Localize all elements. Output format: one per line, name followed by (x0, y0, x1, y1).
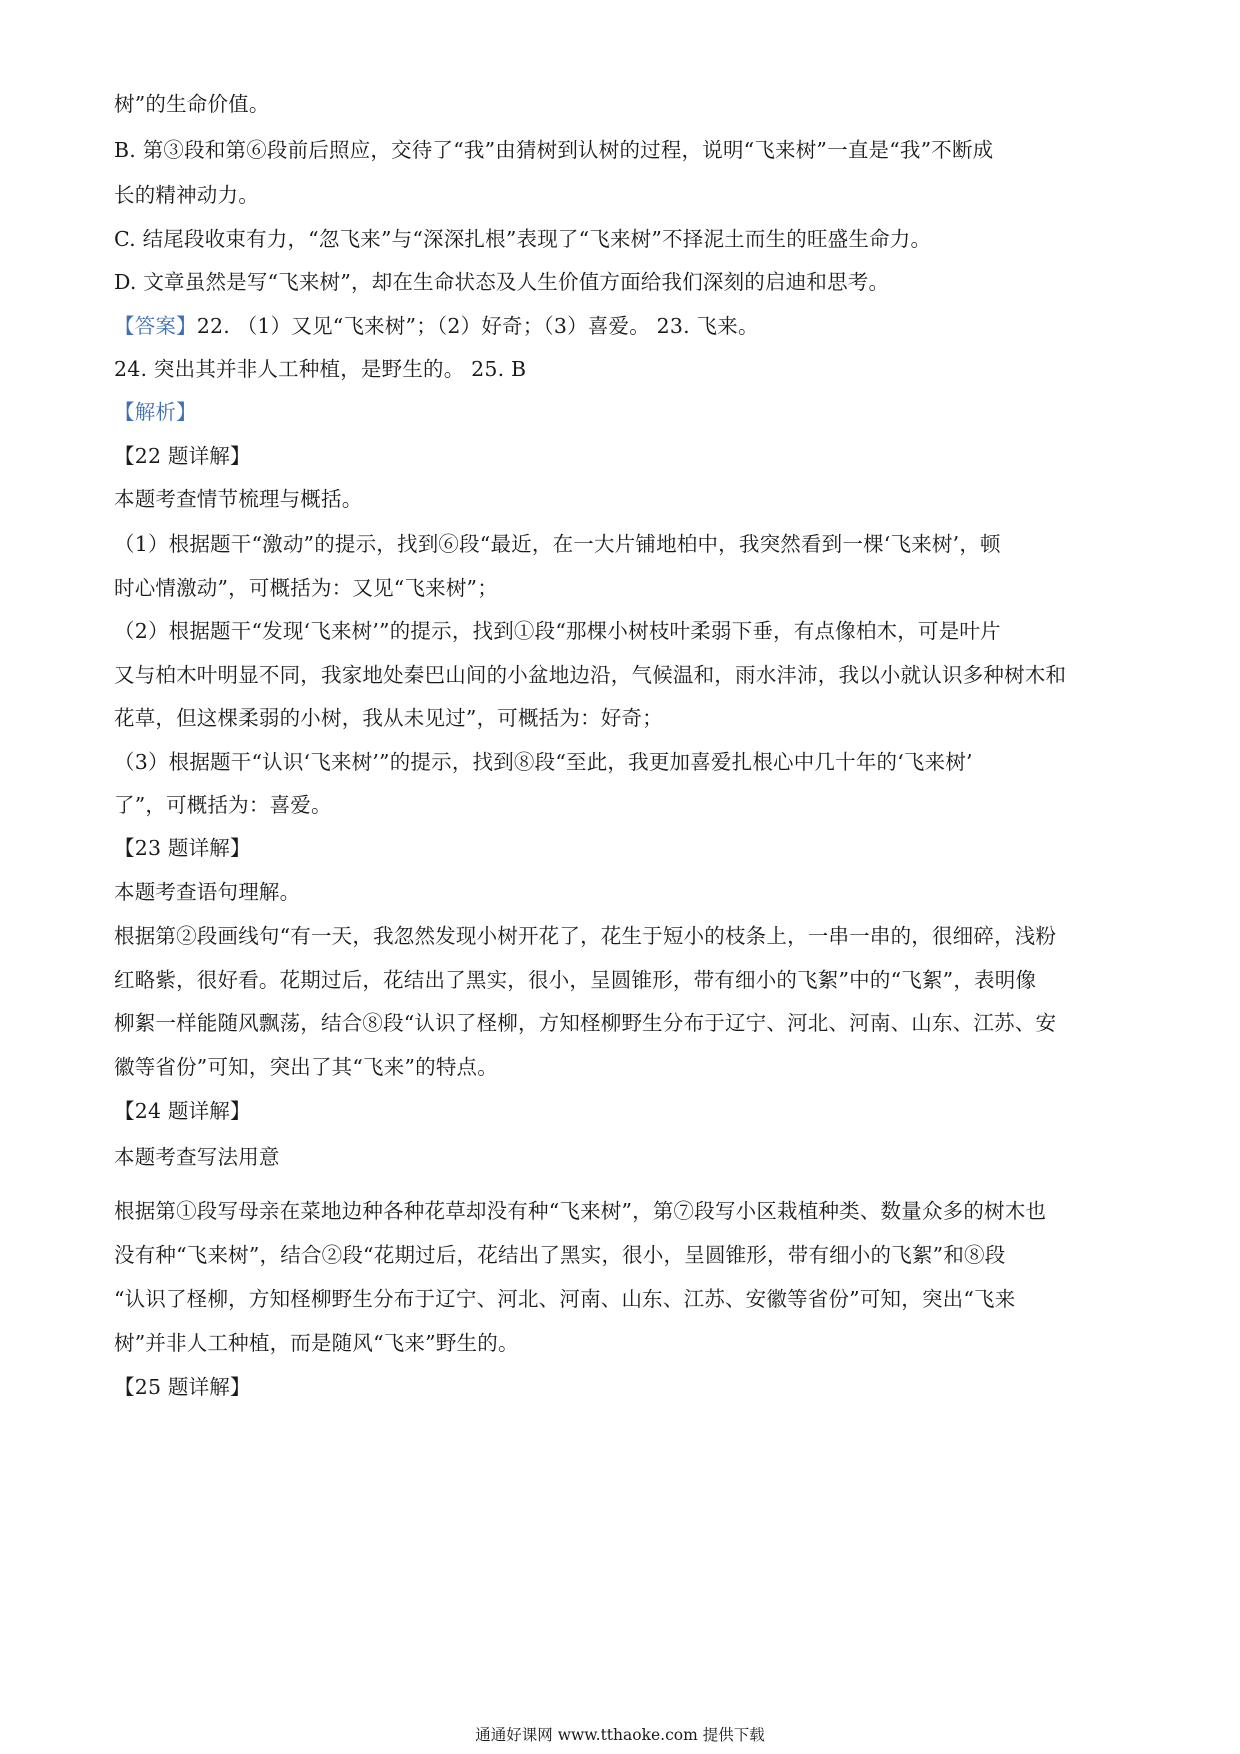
text-line: 根据第②段画线句“有一天，我忽然发现小树开花了，花生于短小的枝条上，一串一串的，很细碎，浅粉 (114, 924, 1057, 948)
text-line: （3）根据题干“认识‘飞来树’”的提示，找到⑧段“至此，我更加喜爱扎根心中几十年的‘飞来树’ (114, 750, 973, 774)
option-c: C. 结尾段收束有力，“忽飞来”与“深深扎根”表现了“飞来树”不择泥土而生的旺盛生命力。 (114, 227, 932, 251)
answer-label: 【答案】 (114, 314, 197, 338)
answer-line (114, 311, 1134, 341)
text-line: 没有种“飞来树”，结合②段“花期过后，花结出了黑实，很小，呈圆锥形，带有细小的飞絮”和⑧段 (114, 1243, 1006, 1267)
footer-source: 通通好课网 www.tthaoke.com 提供下载 (475, 1726, 765, 1744)
text-line: 本题考查写法用意 (114, 1145, 280, 1169)
option-b-line-1: B. 第③段和第⑥段前后照应，交待了“我”由猜树到认树的过程，说明“飞来树”一直是“我”不断成 (114, 138, 994, 162)
text-line: 又与柏木叶明显不同，我家地处秦巴山间的小盆地边沿，气候温和，雨水沣沛，我以小就认识多种树木和 (114, 663, 1067, 687)
text-line: 本题考查情节梳理与概括。 (114, 487, 363, 511)
section-heading-25: 【25 题详解】 (114, 1375, 251, 1399)
text-line: 根据第①段写母亲在菜地边种各种花草却没有种“飞来树”，第⑦段写小区栽植种类、数量众多的树木也 (114, 1199, 1047, 1223)
option-b-line-2: 长的精神动力。 (114, 183, 259, 207)
text-line: “认识了柽柳，方知柽柳野生分布于辽宁、河北、河南、山东、江苏、安徽等省份”可知，突出“飞来 (114, 1287, 1016, 1311)
text-line: 时心情激动”，可概括为：又见“飞来树”； (114, 576, 498, 600)
text-line: （1）根据题干“激动”的提示，找到⑥段“最近，在一大片铺地柏中，我突然看到一棵‘飞来树’，顿 (114, 532, 1001, 556)
text-line: 树”并非人工种植，而是随风“飞来”野生的。 (114, 1331, 519, 1355)
text-line: 柳絮一样能随风飘荡，结合⑧段“认识了柽柳，方知柽柳野生分布于辽宁、河北、河南、山东、江苏、安 (114, 1011, 1057, 1035)
text-line: 花草，但这棵柔弱的小树，我从未见过”，可概括为：好奇； (114, 706, 663, 730)
text-line: 红略紫，很好看。花期过后，花结出了黑实，很小，呈圆锥形，带有细小的飞絮”中的“飞絮”，表明像 (114, 968, 1037, 992)
text-line: 树”的生命价值。 (114, 92, 270, 116)
text-line: 了”，可概括为：喜爱。 (114, 793, 332, 817)
answer-text: 22. （1）又见“飞来树”；（2）好奇；（3）喜爱。 23. 飞来。 (196, 314, 759, 338)
text-line: 本题考查语句理解。 (114, 880, 301, 904)
analysis-label: 【解析】 (114, 400, 197, 424)
text-line: （2）根据题干“发现‘飞来树’”的提示，找到①段“那棵小树枝叶柔弱下垂，有点像柏木，可是叶片 (114, 619, 1001, 643)
text-line: 徽等省份”可知，突出了其“飞来”的特点。 (114, 1055, 498, 1079)
section-heading-24: 【24 题详解】 (114, 1099, 251, 1123)
section-heading-23: 【23 题详解】 (114, 836, 251, 860)
answer-line-2: 24. 突出其并非人工种植，是野生的。 25. B (114, 357, 527, 381)
option-d: D. 文章虽然是写“飞来树”，却在生命状态及人生价值方面给我们深刻的启迪和思考。 (114, 270, 890, 294)
section-heading-22: 【22 题详解】 (114, 444, 251, 468)
